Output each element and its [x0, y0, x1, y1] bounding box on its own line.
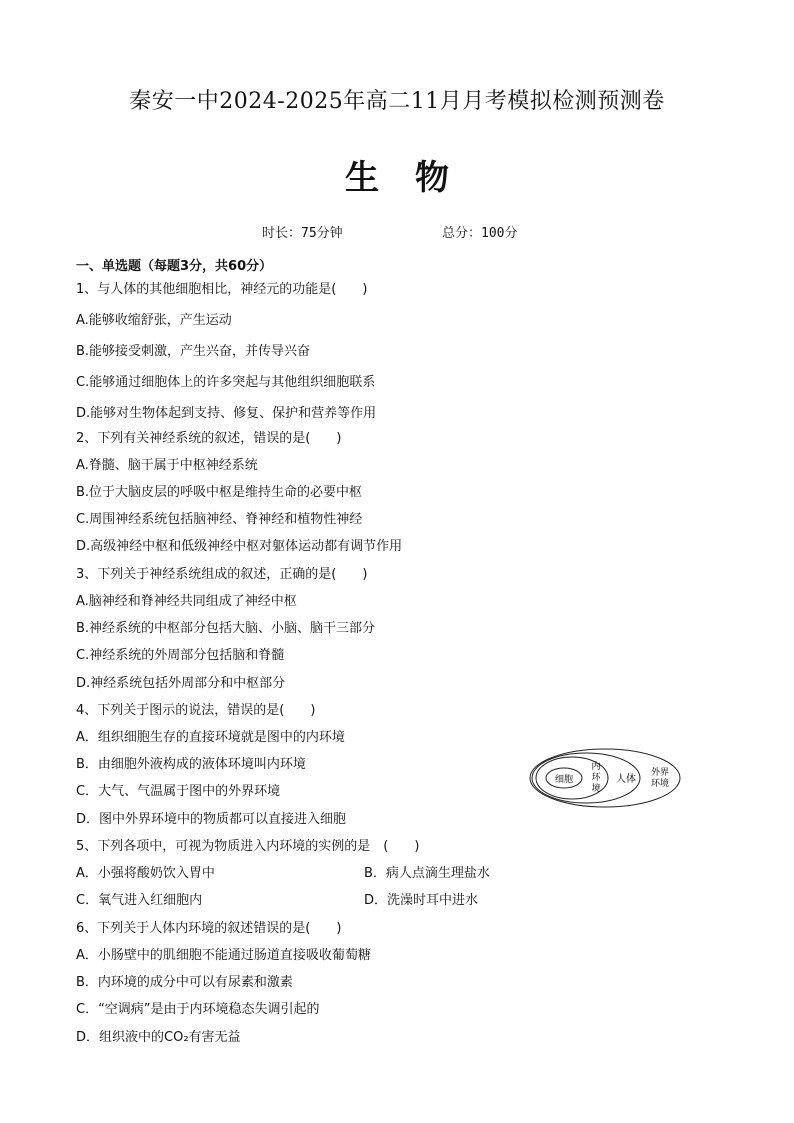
option-3a: A.脑神经和脊神经共同组成了神经中枢 — [76, 594, 297, 609]
option-1d: D.能够对生物体起到支持、修复、保护和营养等作用 — [76, 406, 377, 421]
outer-env-ellipse — [530, 749, 680, 807]
option-3b: B.神经系统的中枢部分包括大脑、小脑、脑干三部分 — [76, 621, 376, 636]
option-2d: D.高级神经中枢和低级神经中枢对躯体运动都有调节作用 — [76, 539, 403, 554]
option-1c: C.能够通过细胞体上的许多突起与其他组织细胞联系 — [76, 375, 376, 390]
option-4b: B．由细胞外液构成的液体环境叫内环境 — [76, 757, 306, 772]
option-4a: A．组织细胞生存的直接环境就是图中的内环境 — [76, 730, 345, 745]
exam-duration: 时长：75分钟 — [262, 226, 343, 241]
question-stem-5: 5、下列各项中，可视为物质进入内环境的实例的是 ( ) — [76, 839, 420, 854]
question-stem-3: 3、下列关于神经系统组成的叙述，正确的是( ) — [76, 567, 368, 582]
option-3d: D.神经系统包括外周部分和中枢部分 — [76, 676, 286, 691]
option-4d: D．图中外界环境中的物质都可以直接进入细胞 — [76, 812, 347, 827]
option-5b: B．病人点滴生理盐水 — [364, 866, 490, 881]
option-1b: B.能够接受刺激，产生兴奋，并传导兴奋 — [76, 344, 311, 359]
question-stem-1: 1、与人体的其他细胞相比，神经元的功能是( ) — [76, 282, 368, 297]
option-6b: B．内环境的成分中可以有尿素和激素 — [76, 975, 293, 990]
environment-diagram — [528, 747, 682, 809]
option-6a: A．小肠壁中的肌细胞不能通过肠道直接吸收葡萄糖 — [76, 948, 371, 963]
exam-title: 秦安一中2024-2025年高二11月月考模拟检测预测卷 — [129, 89, 665, 114]
option-3c: C.神经系统的外周部分包括脑和脊髓 — [76, 648, 285, 663]
option-2c: C.周围神经系统包括脑神经、脊神经和植物性神经 — [76, 512, 363, 527]
option-2b: B.位于大脑皮层的呼吸中枢是维持生命的必要中枢 — [76, 485, 363, 500]
body-label: 人体 — [616, 774, 636, 785]
section-heading: 一、单选题（每题3分，共60分） — [76, 259, 273, 274]
option-5c: C．氧气进入红细胞内 — [76, 893, 203, 908]
option-2a: A.脊髓、脑干属于中枢神经系统 — [76, 458, 258, 473]
inner-env-char-3: 境 — [591, 784, 601, 794]
option-5a: A．小强将酸奶饮入胃中 — [76, 866, 215, 881]
inner-env-char-2: 环 — [591, 773, 601, 783]
option-5d: D．洗澡时耳中进水 — [364, 893, 479, 908]
option-6d: D．组织液中的CO₂有害无益 — [76, 1030, 241, 1045]
question-stem-6: 6、下列关于人体内环境的叙述错误的是( ) — [76, 921, 342, 936]
question-stem-2: 2、下列有关神经系统的叙述，错误的是( ) — [76, 431, 342, 446]
exam-total-score: 总分：100分 — [442, 226, 518, 241]
option-1a: A.能够收缩舒张，产生运动 — [76, 313, 232, 328]
outer-env-label-2: 环境 — [650, 779, 670, 789]
option-4c: C．大气、气温属于图中的外界环境 — [76, 784, 281, 799]
subject-title: 生物 — [345, 158, 485, 198]
outer-env-label-1: 外界 — [650, 768, 670, 778]
question-stem-4: 4、下列关于图示的说法，错误的是( ) — [76, 703, 316, 718]
cell-label: 细胞 — [554, 775, 574, 785]
option-6c: C．“空调病”是由于内环境稳态失调引起的 — [76, 1002, 320, 1017]
inner-env-char-1: 内 — [591, 762, 601, 772]
